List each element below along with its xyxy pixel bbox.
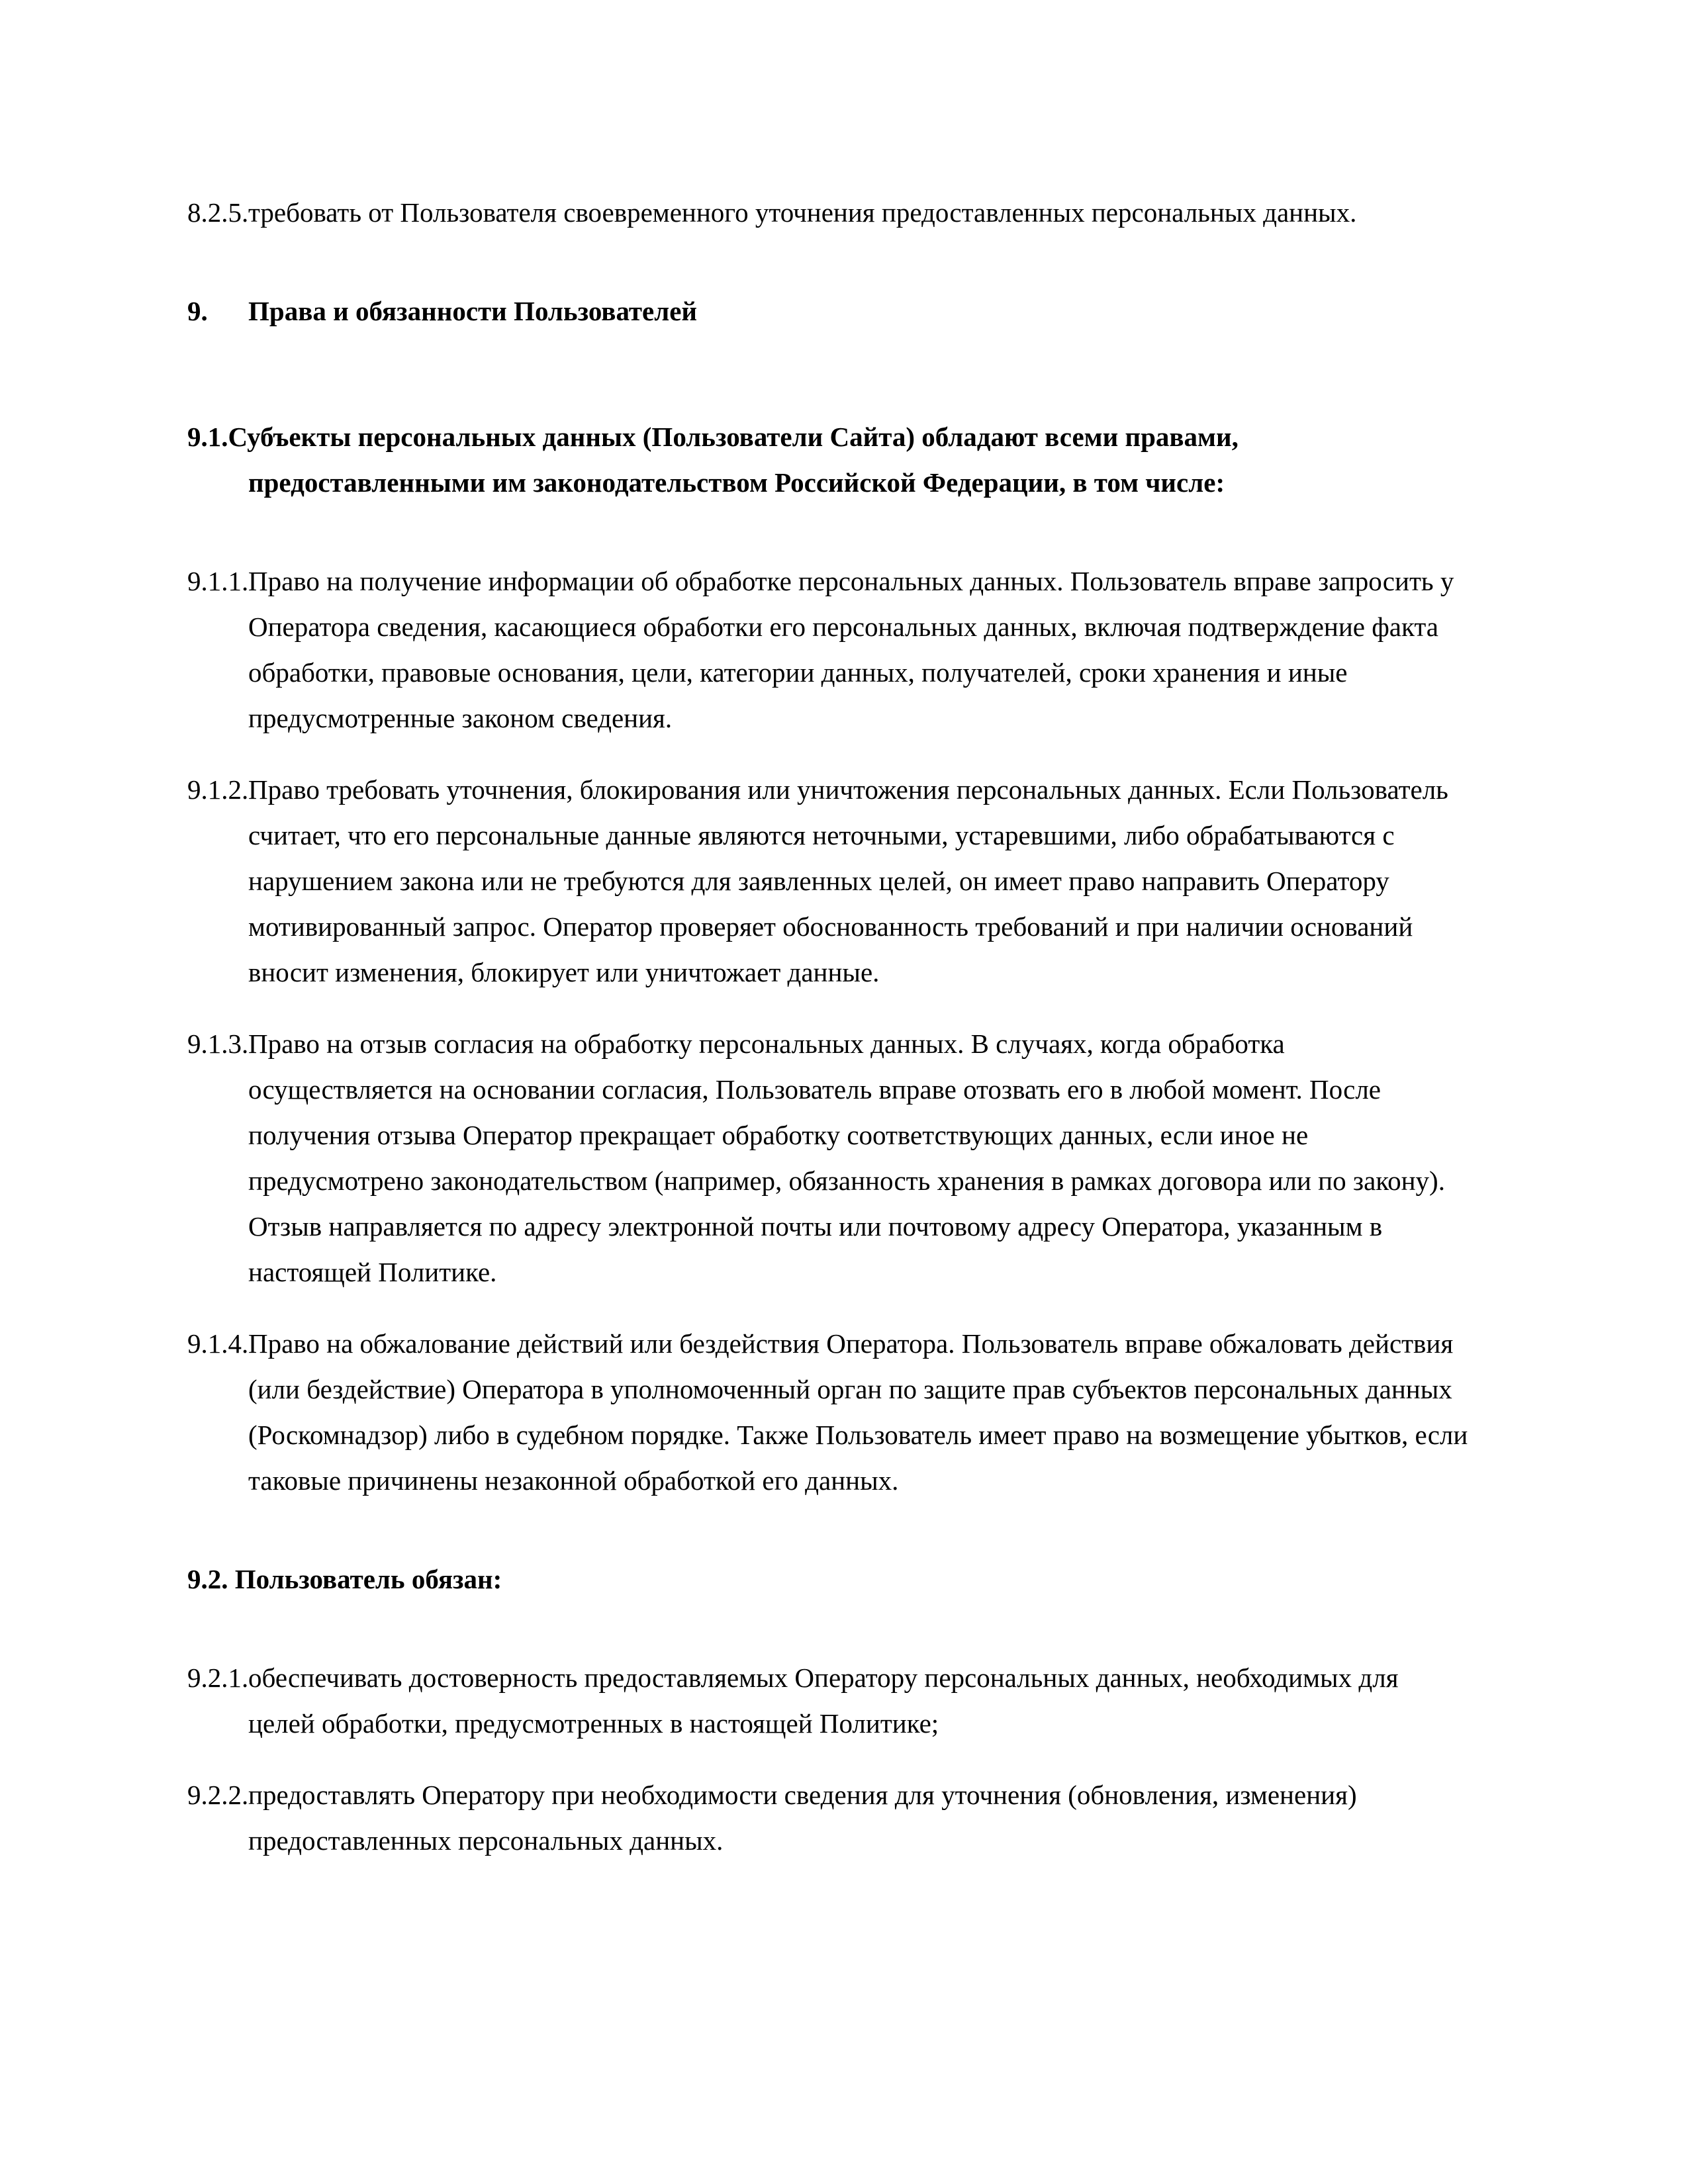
list-item-number: 9.1.3.	[187, 1028, 249, 1059]
list-item-9-1	[187, 414, 1468, 506]
list-item-text: Право на отзыв согласия на обработку персональных данных. В случаях, когда обработка осуществляется на основании согласия, Пользователь вправе отозвать его в любой момент. После получения отзыва Оператор прекращает обработку соответствующих данных, если иное не предусмотрено законодательством (например, обязанность хранения в рамках договора или по закону). Отзыв направляется по адресу электронной почты или почтовому адресу Оператора, указанным в настоящей Политике.	[248, 1028, 1445, 1287]
list-item-9-2-1	[187, 1655, 1468, 1747]
list-item-9-1-1	[187, 559, 1468, 741]
list-item-9-1-4	[187, 1321, 1468, 1504]
list-item-text: Субъекты персональных данных (Пользователи Сайта) обладают всеми правами, предоставленными им законодательством Российской Федерации, в том числе:	[228, 422, 1239, 498]
list-item-8-2-5	[187, 190, 1468, 236]
document-content	[187, 190, 1468, 1864]
section-heading-9	[187, 289, 1468, 334]
list-item-number: 8.2.5.	[187, 197, 249, 228]
spacer	[187, 1629, 1468, 1655]
section-heading-text: Права и обязанности Пользователей	[248, 296, 698, 326]
spacer	[187, 236, 1468, 261]
list-item-number: 9.2.1.	[187, 1662, 249, 1693]
list-item-text: Право на получение информации об обработке персональных данных. Пользователь вправе запросить у Оператора сведения, касающиеся обработки его персональных данных, включая подтверждение факта обработки, правовые основания, цели, категории данных, получателей, сроки хранения и иные предусмотренные законом сведения.	[248, 566, 1454, 733]
list-item-number: 9.1.1.	[187, 566, 249, 596]
spacer	[187, 1747, 1468, 1772]
list-item-number: 9.1.	[187, 422, 228, 452]
list-item-number: 9.1.4.	[187, 1328, 249, 1359]
list-item-number: 9.1.2.	[187, 774, 249, 805]
list-item-text: Право требовать уточнения, блокирования или уничтожения персональных данных. Если Пользователь считает, что его персональные данные являются неточными, устаревшими, либо обрабатываются с нарушением закона или не требуются для заявленных целей, он имеет право направить Оператору мотивированный запрос. Оператор проверяет обоснованность требований и при наличии оснований вносит изменения, блокирует или уничтожает данные.	[248, 774, 1448, 987]
section-heading-number: 9.	[187, 296, 208, 326]
list-item-number: 9.2.2.	[187, 1780, 249, 1810]
list-item-9-1-3	[187, 1021, 1468, 1295]
list-item-text: требовать от Пользователя своевременного уточнения предоставленных персональных данных.	[248, 197, 1357, 228]
list-item-text: Пользователь обязан:	[234, 1564, 502, 1594]
spacer	[187, 361, 1468, 387]
list-item-9-1-2	[187, 767, 1468, 995]
spacer	[187, 533, 1468, 559]
spacer	[187, 1295, 1468, 1321]
spacer	[187, 741, 1468, 767]
list-item-text: обеспечивать достоверность предоставляемых Оператору персональных данных, необходимых для целей обработки, предусмотренных в настоящей Политике;	[248, 1662, 1399, 1739]
list-item-text: Право на обжалование действий или бездействия Оператора. Пользователь вправе обжаловать действия (или бездействие) Оператора в уполномоченный орган по защите прав субъектов персональных данных (Роскомнадзор) либо в судебном порядке. Также Пользователь имеет право на возмещение убытков, если таковые причинены незаконной обработкой его данных.	[248, 1328, 1468, 1496]
list-item-number: 9.2.	[187, 1564, 228, 1594]
list-item-text: предоставлять Оператору при необходимости сведения для уточнения (обновления, изменения) предоставленных персональных данных.	[248, 1780, 1357, 1856]
list-item-9-2-2	[187, 1772, 1468, 1864]
list-item-9-2	[187, 1557, 1468, 1602]
spacer	[187, 995, 1468, 1021]
spacer	[187, 1504, 1468, 1529]
